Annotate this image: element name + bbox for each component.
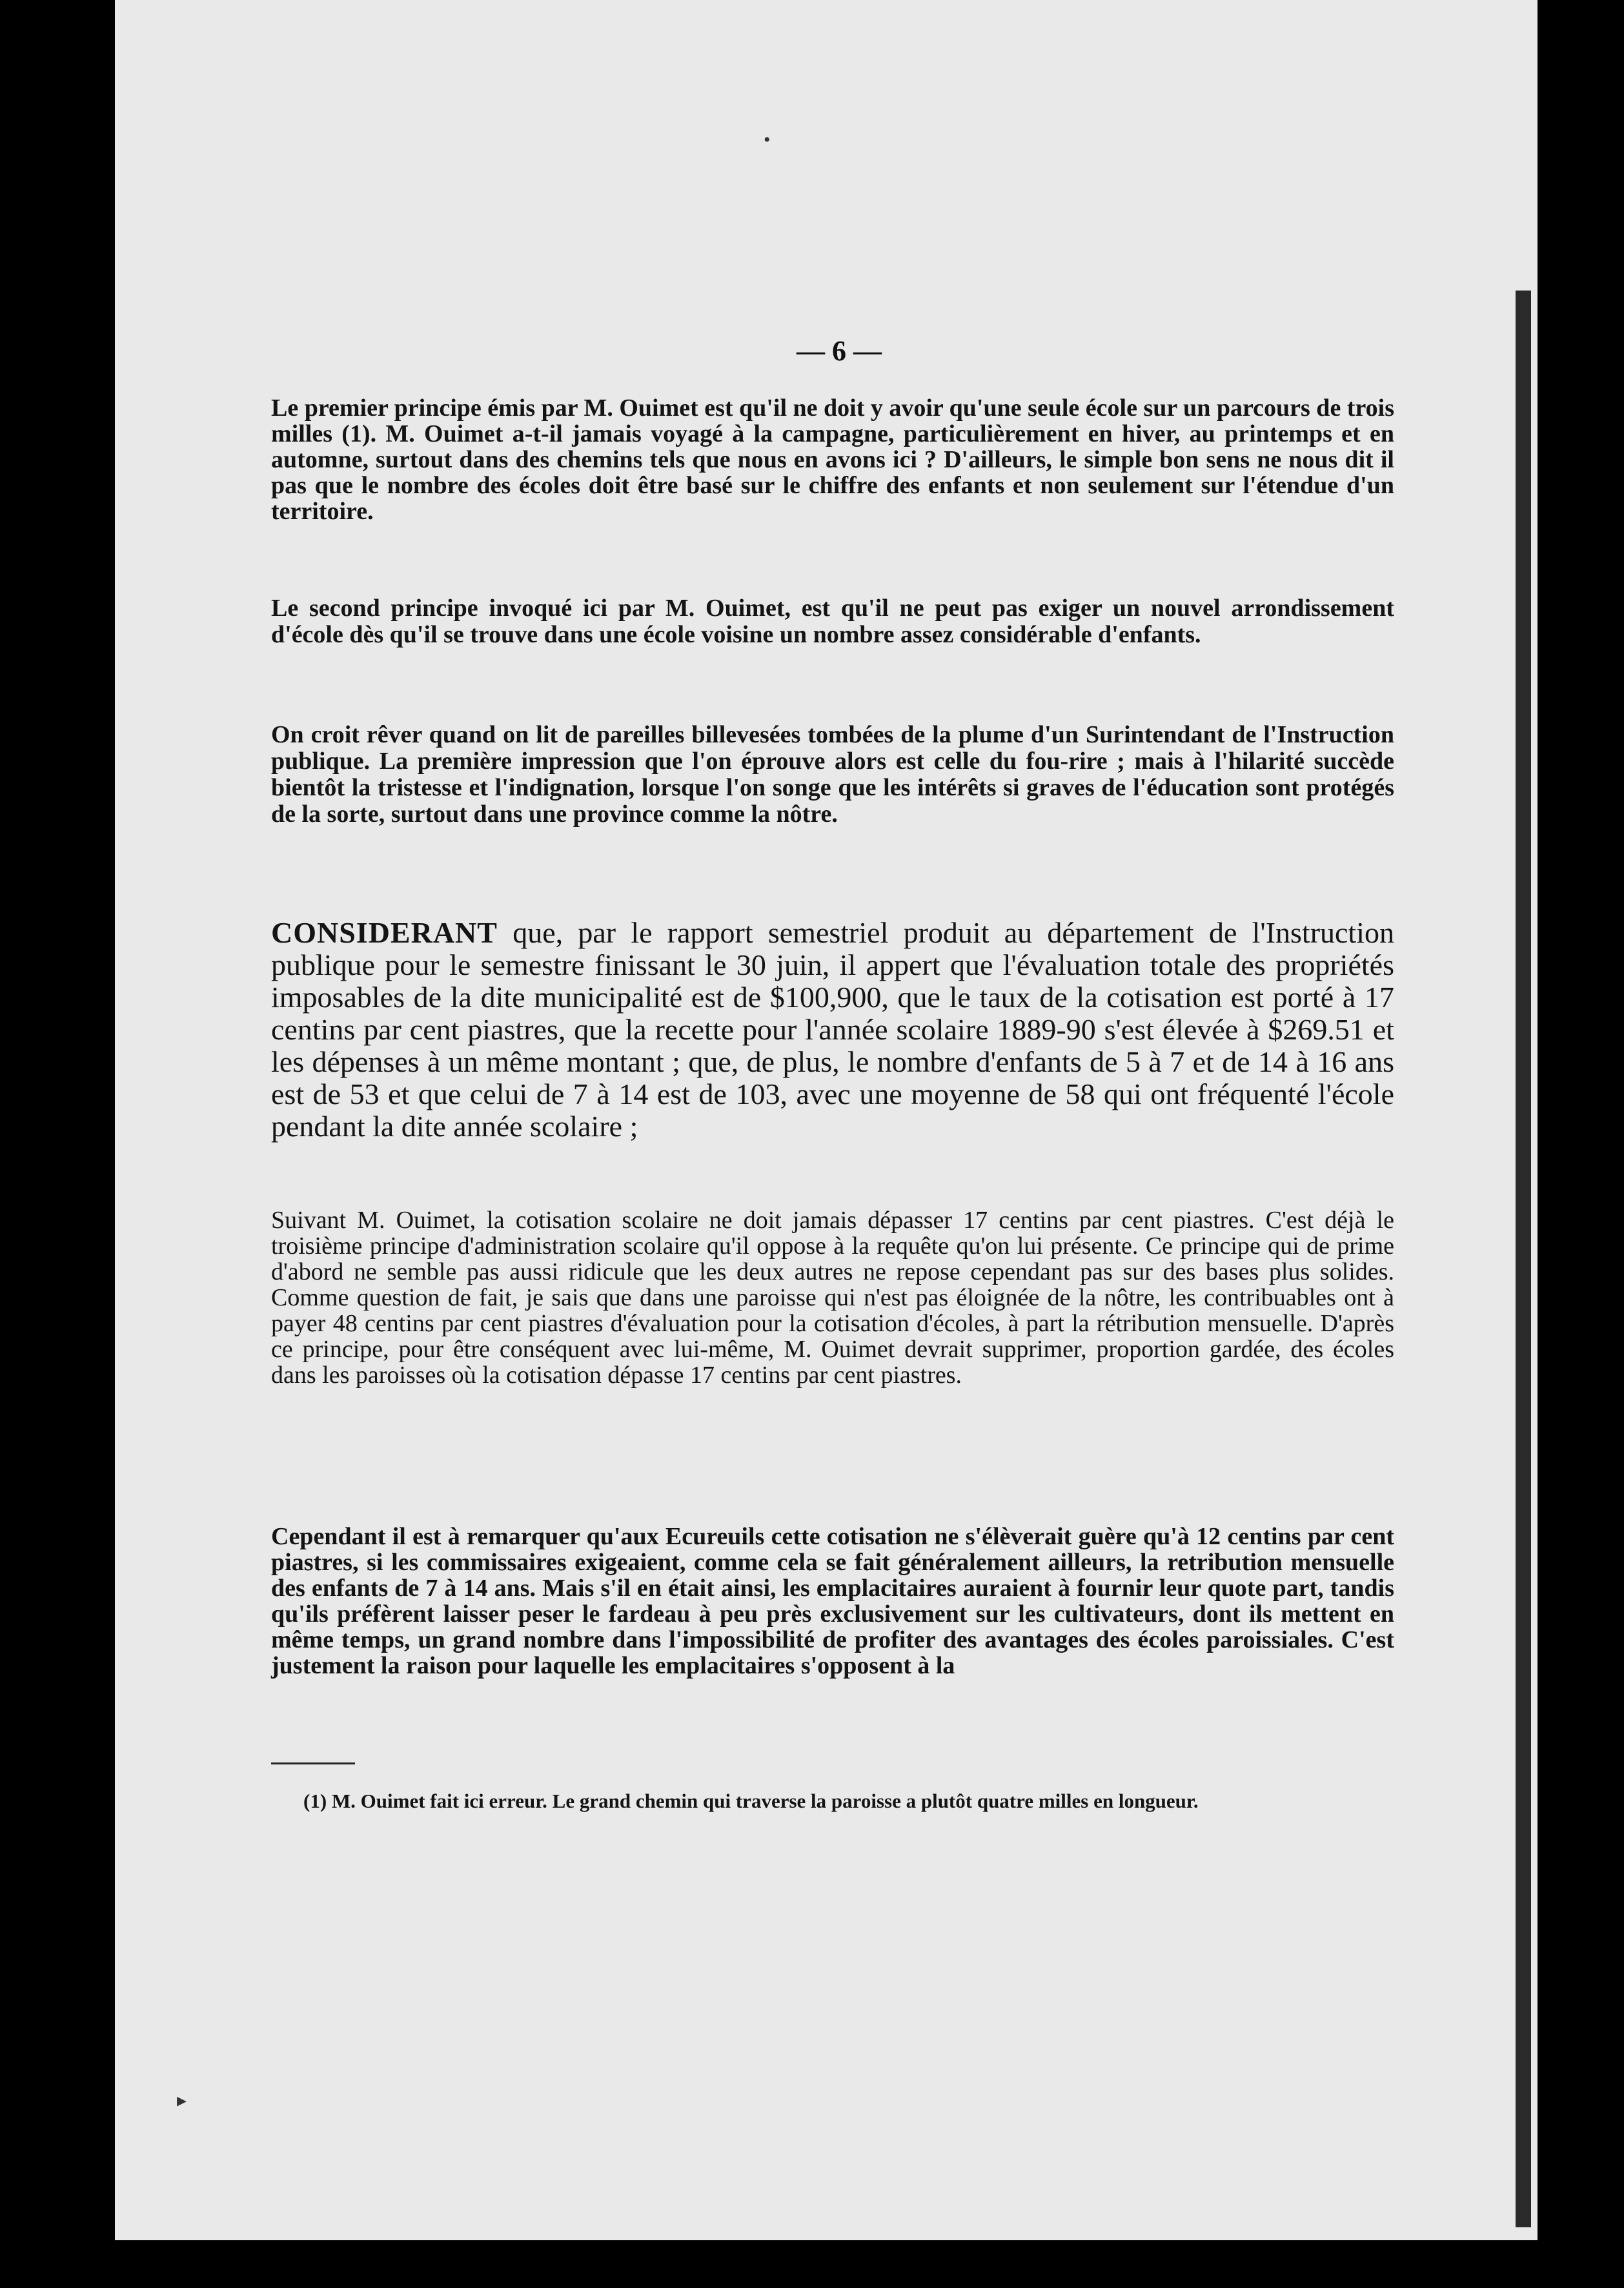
considerant-paragraph [271,917,1394,1143]
footnote-rule [271,1762,355,1764]
paragraph-3: On croit rêver quand on lit de pareilles billevesées tombées de la plume d'un Surintendant de l'Instruction publique. La première impression que l'on éprouve alors est celle du fou-rire ; mais à l'hilarité succède bientôt la tristesse et l'indignation, lorsque l'on songe que les intérêts si graves de l'éducation sont protégés de la sorte, surtout dans une province comme la nôtre. [271,721,1394,828]
page-number: — 6 — [797,335,882,367]
speck-mark: • [764,129,771,150]
considerant-lead: CONSIDERANT [271,916,498,949]
page-edge-shadow [1516,291,1531,2227]
paragraph-1: Le premier principe émis par M. Ouimet est qu'il ne doit y avoir qu'une seule école sur un parcours de trois milles (1). M. Ouimet a-t-il jamais voyagé à la campagne, particulièrement en hiver, au printemps et en automne, surtout dans des chemins tels que nous en avons ici ? D'ailleurs, le simple bon sens ne nous dit il pas que le nombre des écoles doit être basé sur le chiffre des enfants et non seulement sur l'étendue d'un territoire. [271,394,1394,525]
paragraph-2: Le second principe invoqué ici par M. Ouimet, est qu'il ne peut pas exiger un nouvel arrondissement d'école dès qu'il se trouve dans une école voisine un nombre assez considérable d'enfants. [271,595,1394,648]
arrow-mark: ▸ [177,2090,187,2111]
considerant-text: que, par le rapport semestriel produit au département de l'Instruction publique pour le semestre finissant le 30 juin, il appert que l'évaluation totale des propriétés imposables de la dite municipalité est de $100,900, que le taux de la cotisation est porté à 17 centins par cent piastres, que la recette pour l'année scolaire 1889-90 s'est élevée à $269.51 et les dépenses à un même montant ; que, de plus, le nombre d'enfants de 5 à 7 et de 14 à 16 ans est de 53 et que celui de 7 à 14 est de 103, avec une moyenne de 58 qui ont fréquenté l'école pendant la dite année scolaire ; [271,916,1394,1143]
paragraph-6: Cependant il est à remarquer qu'aux Ecureuils cette cotisation ne s'élèverait guère qu'à 12 centins par cent piastres, si les commissaires exigeaient, comme cela se fait généralement ailleurs, la retribution mensuelle des enfants de 7 à 14 ans. Mais s'il en était ainsi, les emplacitaires auraient à fournir leur quote part, tandis qu'ils préfèrent laisser peser le fardeau à peu près exclusivement sur les cultivateurs, dont ils mettent en même temps, un grand nombre dans l'impossibilité de profiter des avantages des écoles paroissiales. C'est justement la raison pour laquelle les emplacitaires s'opposent à la [271,1523,1394,1679]
paragraph-5: Suivant M. Ouimet, la cotisation scolaire ne doit jamais dépasser 17 centins par cent piastres. C'est déjà le troisième principe d'administration scolaire qu'il oppose à la requête qu'on lui présente. Ce principe qui de prime d'abord ne semble pas aussi ridicule que les deux autres ne repose cependant pas sur des bases plus solides. Comme question de fait, je sais que dans une paroisse qui n'est pas éloignée de la nôtre, les contribuables ont à payer 48 centins par cent piastres d'évaluation pour la cotisation d'écoles, à part la rétribution mensuelle. D'après ce principe, pour être conséquent avec lui-même, M. Ouimet devrait supprimer, proportion gardée, des écoles dans les paroisses où la cotisation dépasse 17 centins par cent piastres. [271,1207,1394,1389]
footnote: (1) M. Ouimet fait ici erreur. Le grand chemin qui traverse la paroisse a plutôt quatre milles en longueur. [303,1790,1199,1812]
